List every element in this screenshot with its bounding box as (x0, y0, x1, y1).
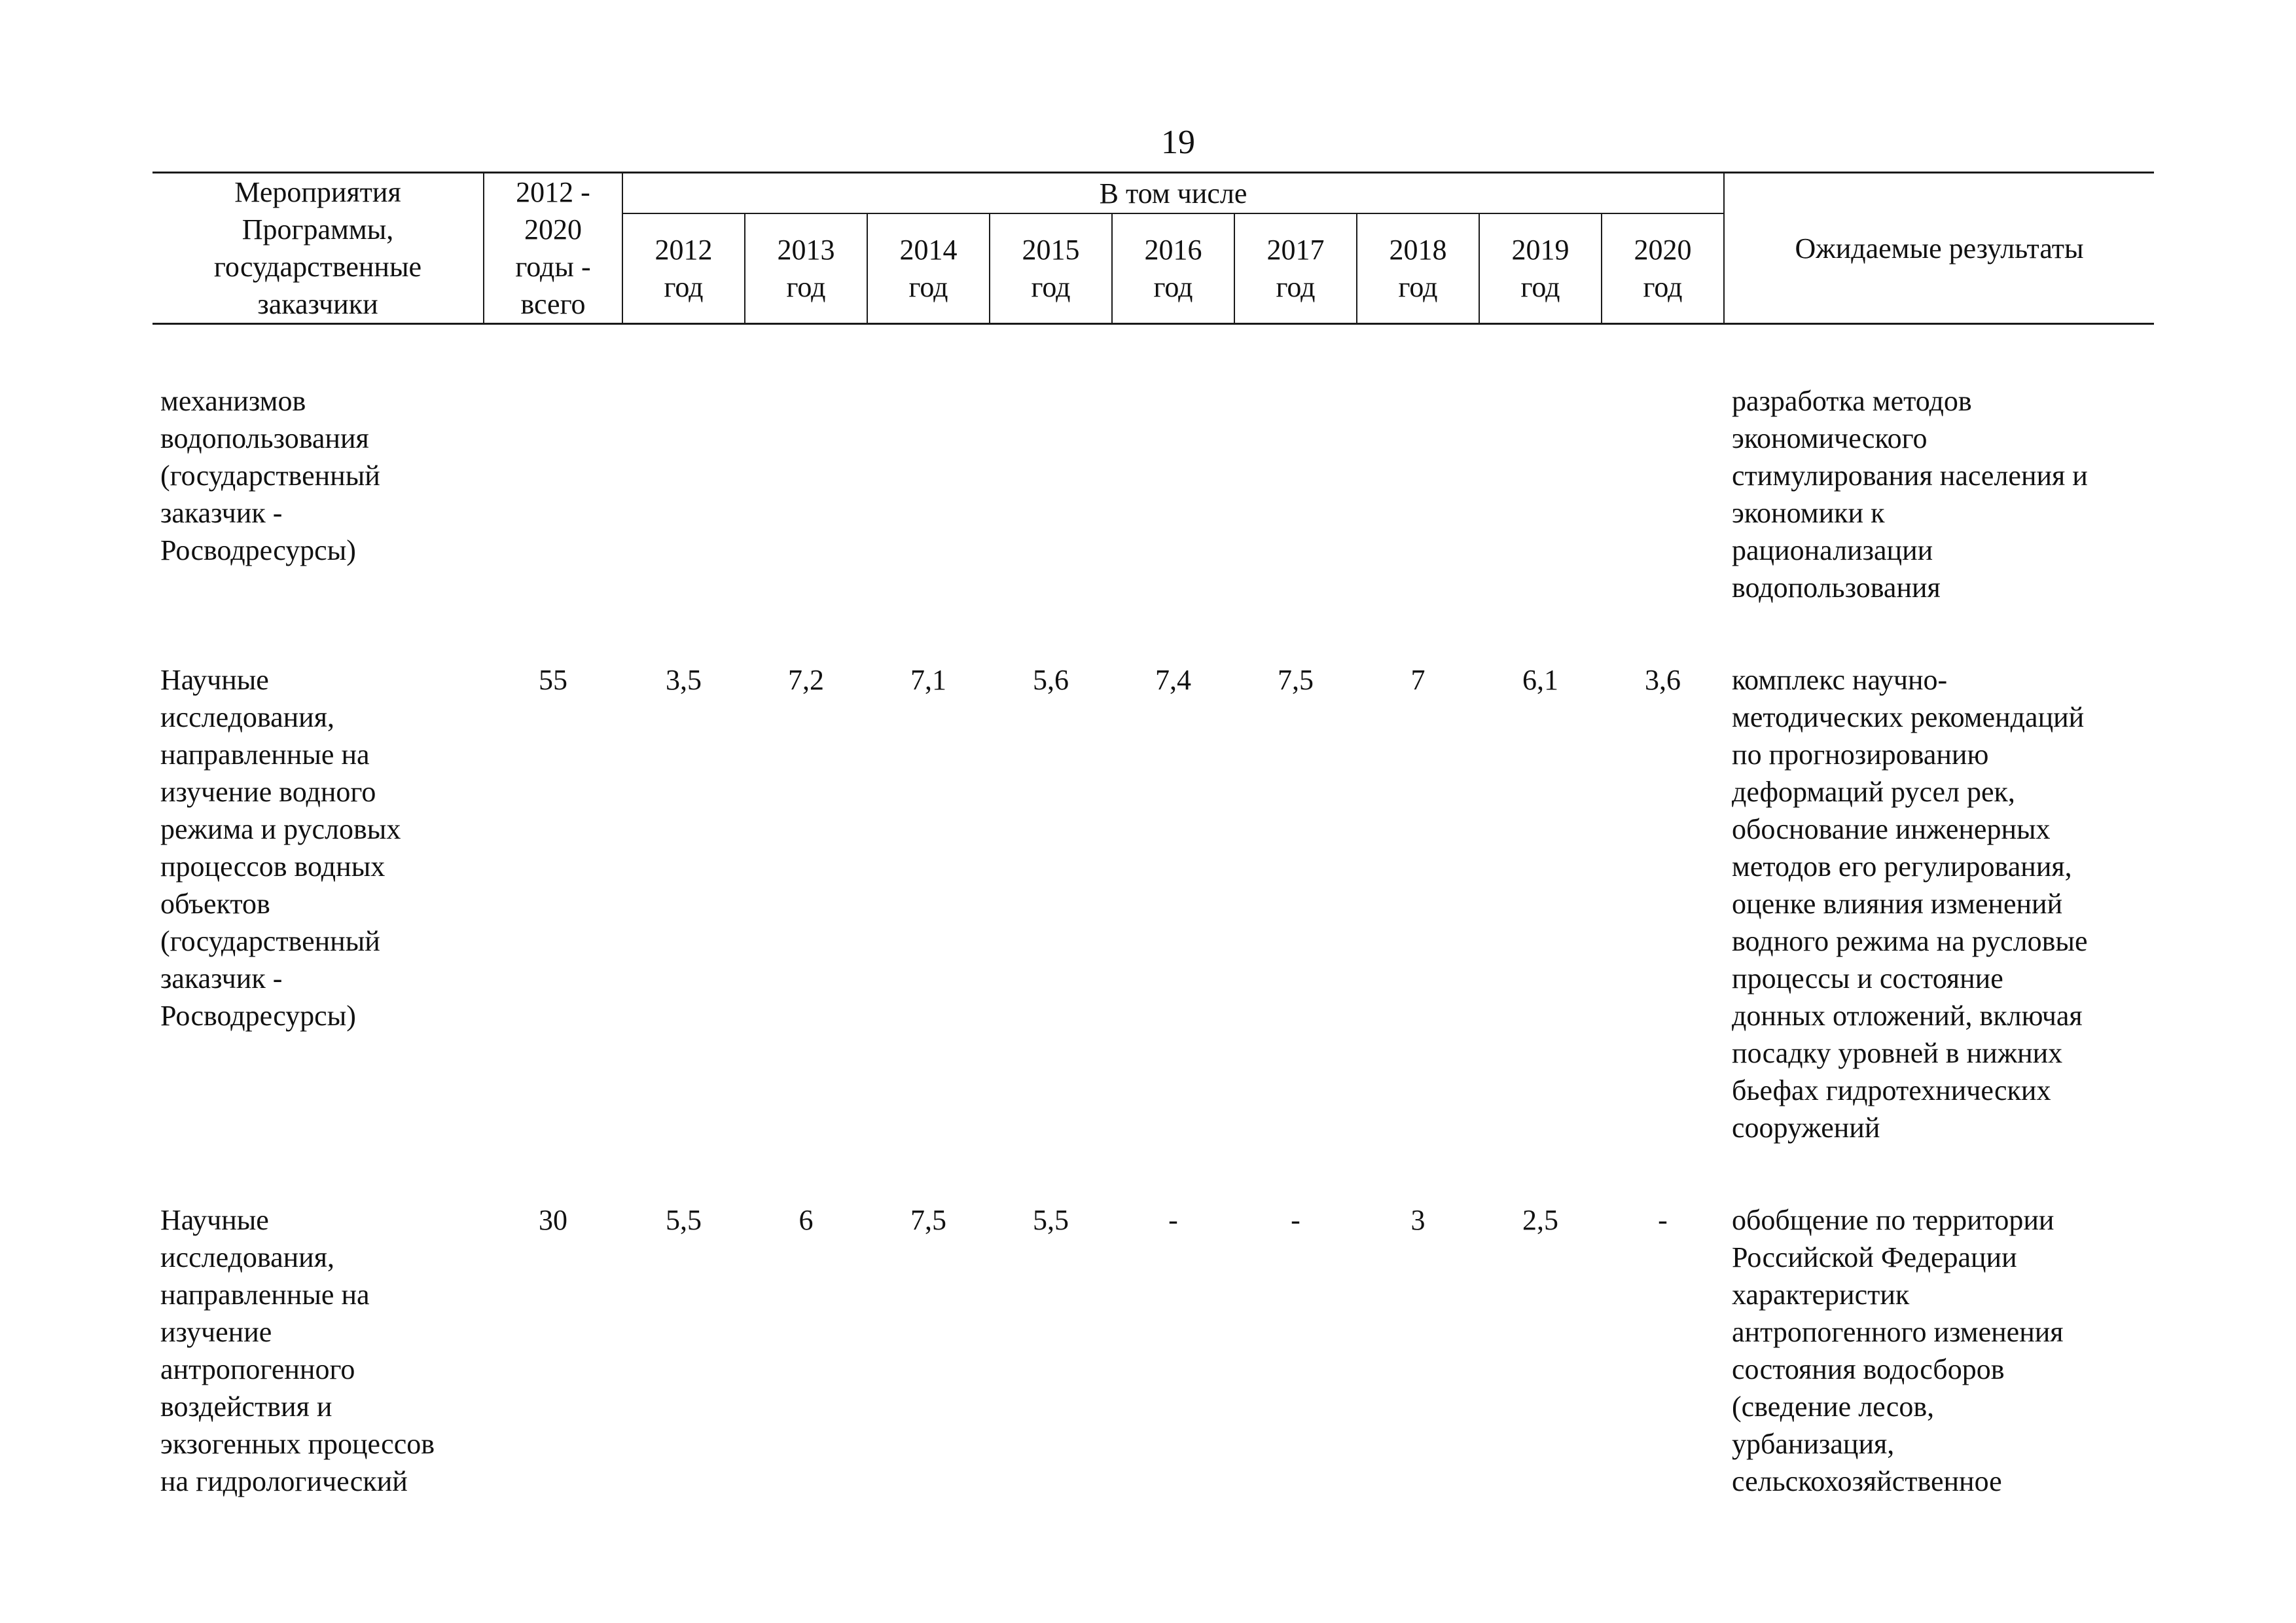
value-cell (1234, 324, 1357, 634)
total-cell: 30 (539, 1204, 567, 1236)
value-cell (990, 324, 1112, 634)
value-cell: 7 (1410, 664, 1426, 696)
header-expected-results: Ожидаемые результаты (1724, 173, 2154, 324)
header-year-2018: 2018 год (1357, 213, 1479, 323)
activity-cell: механизмов водопользования (государственный заказчик - Росводресурсы) (160, 385, 380, 566)
value-cell: - (1291, 1204, 1300, 1236)
header-total: 2012 - 2020 годы - всего (484, 173, 622, 324)
total-cell: 55 (539, 664, 567, 696)
value-cell (1357, 324, 1479, 634)
value-cell: 7,2 (788, 664, 824, 696)
table-row (152, 324, 2154, 634)
header-year-2017: 2017 год (1234, 213, 1357, 323)
value-cell: 5,5 (666, 1204, 702, 1236)
value-cell (745, 324, 867, 634)
header-year-2013: 2013 год (745, 213, 867, 323)
header-year-2019: 2019 год (1479, 213, 1602, 323)
value-cell: - (1658, 1204, 1668, 1236)
value-cell: 7,4 (1155, 664, 1191, 696)
value-cell: 5,6 (1033, 664, 1069, 696)
value-cell (622, 324, 745, 634)
result-cell: разработка методов экономического стимулирования населения и экономики к рационализации водопользования (1732, 385, 2088, 604)
result-cell: комплекс научно- методических рекомендаций по прогнозированию деформаций русел рек, обоснование инженерных методов его регулирования, оценке влияния изменений водного режима на русловые процессы и состояние донных отложений, включая посадку уровней в нижних бьефах гидротехнических сооружений (1732, 664, 2088, 1144)
result-cell: обобщение по территории Российской Федерации характеристик антропогенного изменения состояния водосборов (сведение лесов, урбанизация, сельскохозяйственное (1732, 1204, 2064, 1497)
value-cell (1479, 324, 1602, 634)
value-cell: 3 (1410, 1204, 1426, 1236)
table-header (152, 173, 2154, 324)
value-cell: 7,5 (910, 1204, 946, 1236)
value-cell: 5,5 (1033, 1204, 1069, 1236)
value-cell: 6,1 (1522, 664, 1558, 696)
value-cell (1602, 324, 1724, 634)
activity-cell: Научные исследования, направленные на изучение антропогенного воздействия и экзогенных процессов на гидрологический (160, 1204, 435, 1497)
table-row (152, 634, 2154, 1174)
value-cell: 7,5 (1278, 664, 1314, 696)
value-cell (867, 324, 990, 634)
header-year-2015: 2015 год (990, 213, 1112, 323)
activity-cell: Научные исследования, направленные на изучение водного режима и русловых процессов водных объектов (государственный заказчик - Росводресурсы) (160, 664, 401, 1032)
page-number: 19 (1161, 124, 1195, 161)
value-cell (1112, 324, 1234, 634)
value-cell: 3,6 (1645, 664, 1681, 696)
value-cell: - (1168, 1204, 1178, 1236)
value-cell: 3,5 (666, 664, 702, 696)
value-cell: 7,1 (910, 664, 946, 696)
header-activity: Мероприятия Программы, государственные заказчики (152, 173, 484, 324)
table-row (152, 1174, 2154, 1500)
header-year-2016: 2016 год (1112, 213, 1234, 323)
header-year-2012: 2012 год (622, 213, 745, 323)
program-activities-table (152, 172, 2154, 1500)
value-cell: 2,5 (1522, 1204, 1558, 1236)
value-cell: 6 (798, 1204, 814, 1236)
header-year-2020: 2020 год (1602, 213, 1724, 323)
total-cell (484, 324, 622, 634)
header-year-2014: 2014 год (867, 213, 990, 323)
header-group-including: В том числе (622, 173, 1724, 214)
